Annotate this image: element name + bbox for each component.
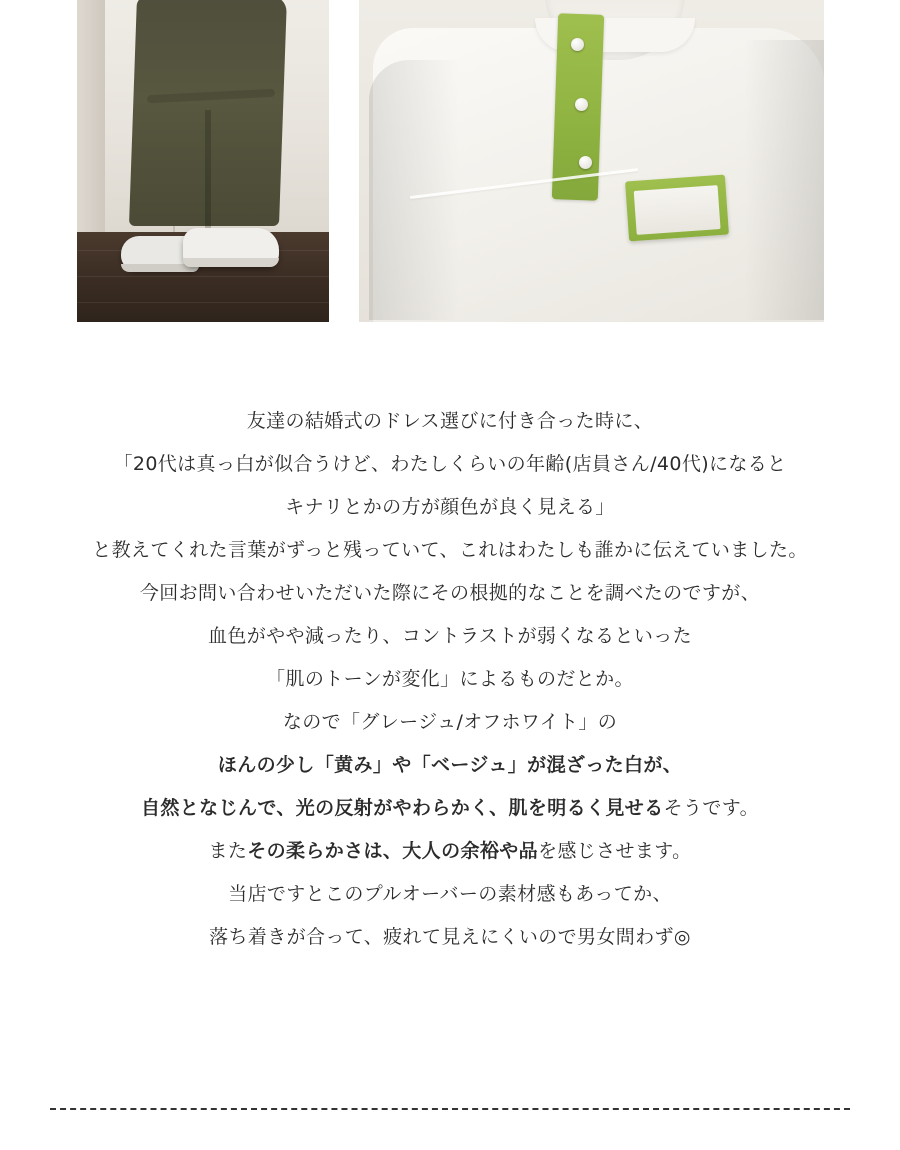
- sneaker-right-sole: [183, 258, 279, 267]
- fabric-shadow-left: [369, 60, 459, 320]
- copy-line: なので「グレージュ/オフホワイト」の: [282, 711, 618, 733]
- pants-leg-split: [205, 110, 211, 230]
- copy-line: 「20代は真っ白が似合うけど、わたしくらいの年齢(店員さん/40代)になると: [113, 453, 787, 475]
- copy-tail: を感じさせます。: [537, 840, 692, 862]
- floor-plank-line: [77, 302, 329, 303]
- pocket-inner-panel: [633, 185, 720, 235]
- copy-line-emphasis: ほんの少し「黄み」や「ベージュ」が混ざった白が、: [217, 754, 683, 776]
- copy-line: 今回お問い合わせいただいた際にその根拠的なことを調べたのですが、: [139, 582, 761, 604]
- floor-plank-line: [77, 276, 329, 277]
- snap-button: [575, 98, 588, 111]
- dashed-divider: [50, 1108, 850, 1112]
- photo-row: [0, 0, 900, 322]
- snap-button: [571, 38, 584, 51]
- copy-line: 「肌のトーンが変化」によるものだとか。: [266, 668, 634, 690]
- copy-emphasis: 自然となじんで、光の反射がやわらかく、肌を明るく見せる: [141, 797, 664, 819]
- copy-emphasis: その柔らかさは、大人の余裕や品: [247, 840, 538, 862]
- model-lower-body-photo: [77, 0, 329, 322]
- copy-tail: そうです。: [663, 797, 759, 819]
- copy-line: と教えてくれた言葉がずっと残っていて、これはわたしも誰かに伝えていました。: [92, 539, 808, 561]
- body-copy: [0, 400, 900, 959]
- snap-button: [579, 156, 592, 169]
- copy-line: 友達の結婚式のドレス選びに付き合った時に、: [246, 410, 654, 432]
- copy-line: キナリとかの方が顔色が良く見える」: [285, 496, 615, 518]
- copy-line-mixed: [0, 830, 900, 873]
- copy-line: 落ち着きが合って、疲れて見えにくいので男女問わず◎: [209, 926, 691, 948]
- copy-line: 血色がやや減ったり、コントラストが弱くなるといった: [208, 625, 692, 647]
- copy-lead: また: [208, 840, 248, 862]
- copy-line: 当店ですとこのプルオーバーの素材感もあってか、: [228, 883, 672, 905]
- pullover-detail-photo: [359, 0, 824, 322]
- green-chest-pocket: [625, 175, 729, 242]
- copy-line-mixed: [0, 787, 900, 830]
- fabric-shadow-right: [744, 40, 824, 320]
